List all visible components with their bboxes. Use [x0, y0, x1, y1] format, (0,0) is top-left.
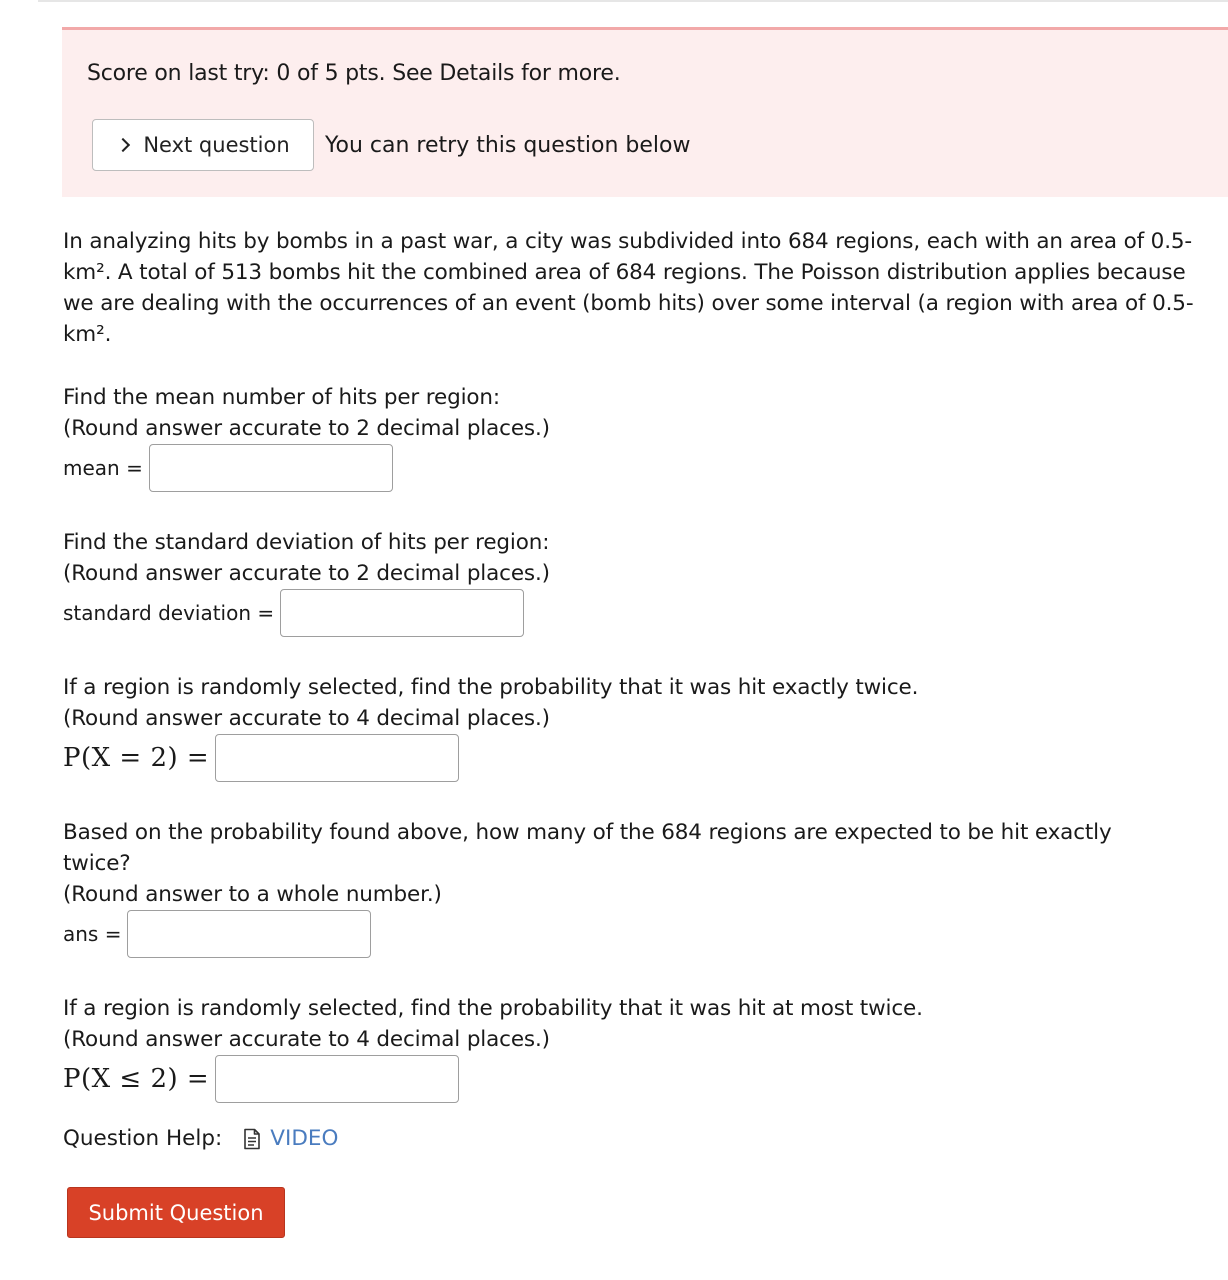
p-x-equals-2-label: P(X = 2) =	[63, 743, 210, 773]
ans-input[interactable]	[127, 910, 371, 958]
question-help-label: Question Help:	[63, 1126, 223, 1151]
part2-answer-row	[63, 589, 524, 637]
next-question-button[interactable]	[92, 119, 314, 171]
p-x-equals-2-input[interactable]	[215, 734, 459, 782]
next-question-label: Next question	[143, 133, 290, 157]
question-help	[63, 1126, 338, 1151]
part3-answer-row	[63, 734, 459, 782]
document-icon	[242, 1128, 262, 1150]
score-panel	[62, 27, 1228, 197]
part5-prompt: If a region is randomly selected, find the probability that it was hit at most twice.	[63, 996, 923, 1021]
ans-label: ans =	[63, 922, 122, 946]
part5-instruction: (Round answer accurate to 4 decimal places.)	[63, 1027, 550, 1052]
part1-prompt: Find the mean number of hits per region:	[63, 385, 500, 410]
mean-label: mean =	[63, 456, 143, 480]
chevron-right-icon	[116, 138, 130, 152]
retry-text: You can retry this question below	[325, 133, 691, 158]
question-intro: In analyzing hits by bombs in a past war, a city was subdivided into 684 regions, each with an area of 0.5-km². A total of 513 bombs hit the combined area of 684 regions. The Poisson distribution applies because we are dealing with the occurrences of an event (bomb hits) over some interval (a region with area of 0.5-km².	[63, 229, 1194, 347]
part3-instruction: (Round answer accurate to 4 decimal places.)	[63, 706, 550, 731]
part3-prompt: If a region is randomly selected, find the probability that it was hit exactly twice.	[63, 675, 919, 700]
video-link[interactable]: VIDEO	[270, 1126, 339, 1151]
top-divider	[38, 0, 1228, 2]
part2-instruction: (Round answer accurate to 2 decimal places.)	[63, 561, 550, 586]
mean-input[interactable]	[149, 444, 393, 492]
std-dev-label: standard deviation =	[63, 601, 275, 625]
std-dev-input[interactable]	[280, 589, 524, 637]
part4-instruction: (Round answer to a whole number.)	[63, 882, 442, 907]
p-x-le-2-input[interactable]	[215, 1055, 459, 1103]
p-x-le-2-label: P(X ≤ 2) =	[63, 1064, 210, 1094]
submit-question-button[interactable]: Submit Question	[67, 1187, 285, 1238]
score-text: Score on last try: 0 of 5 pts. See Details for more.	[87, 61, 621, 86]
part1-instruction: (Round answer accurate to 2 decimal places.)	[63, 416, 550, 441]
part2-prompt: Find the standard deviation of hits per region:	[63, 530, 550, 555]
part1-answer-row	[63, 444, 393, 492]
part5-answer-row	[63, 1055, 459, 1103]
part4-answer-row	[63, 910, 371, 958]
part4-prompt: Based on the probability found above, how many of the 684 regions are expected to be hit exactly twice?	[63, 820, 1112, 876]
